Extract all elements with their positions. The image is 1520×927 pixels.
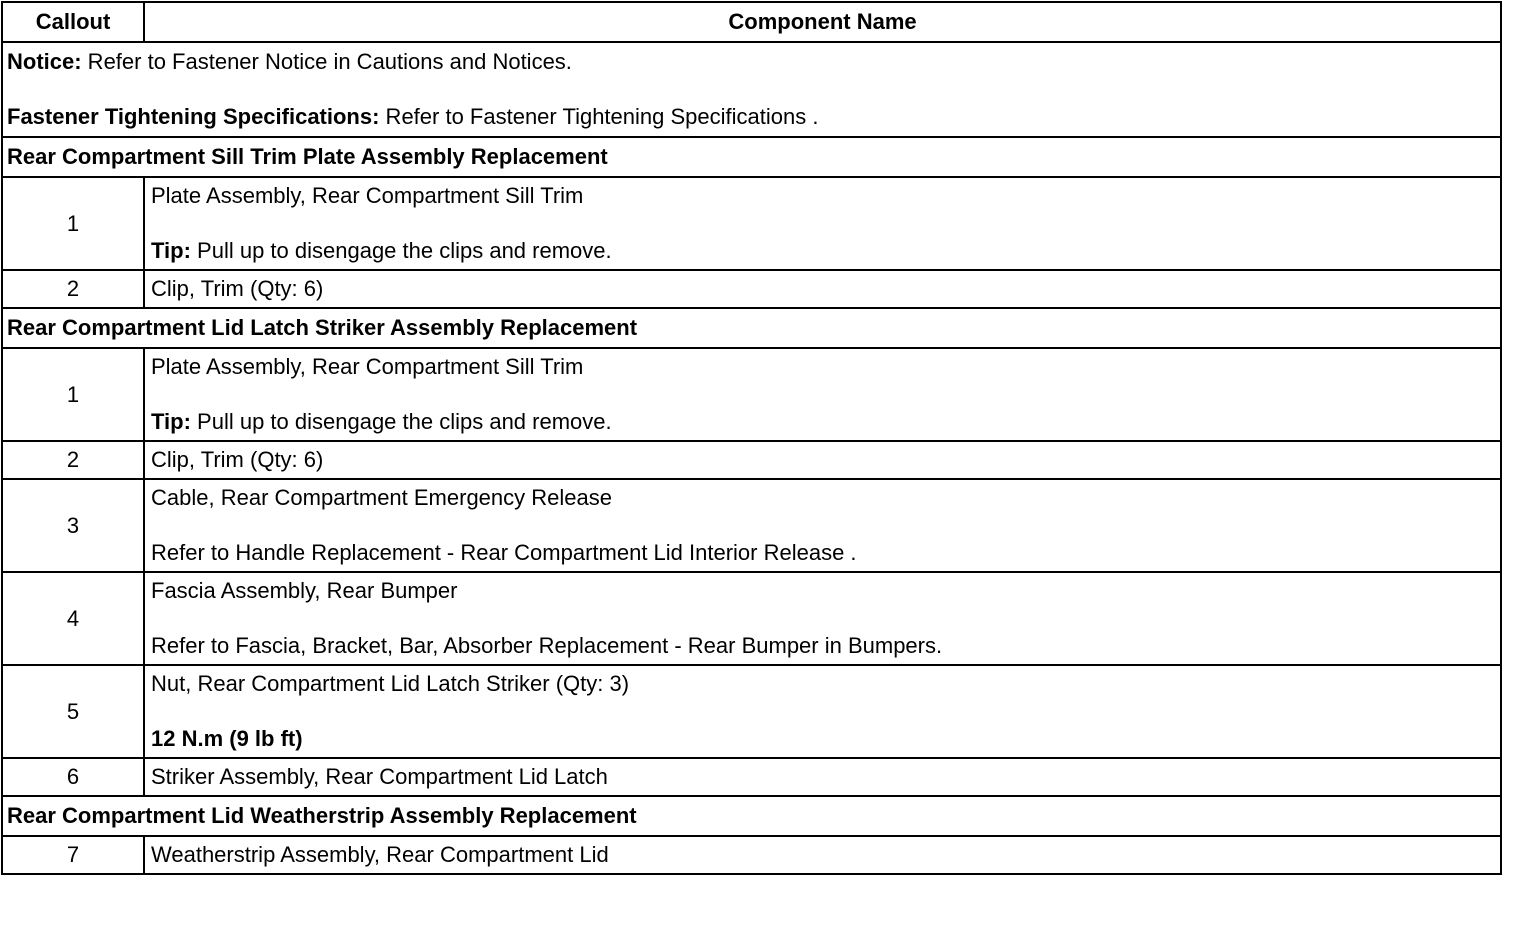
section-row (2, 137, 1501, 177)
table-row (2, 177, 1501, 270)
notice-cell (2, 42, 1501, 137)
callout-cell: 5 (2, 665, 144, 758)
component-note (151, 409, 1500, 435)
torque-value: 12 N.m (9 lb ft) (151, 726, 303, 751)
component-name: Striker Assembly, Rear Compartment Lid Latch (144, 758, 1501, 796)
table-row (2, 572, 1501, 665)
component-note (151, 633, 1500, 659)
spec-line (7, 104, 1500, 130)
component-cell (144, 177, 1501, 270)
component-name: Plate Assembly, Rear Compartment Sill Trim (151, 183, 584, 208)
callout-cell: 4 (2, 572, 144, 665)
callout-header: Callout (2, 2, 144, 42)
torque-spec (151, 726, 1500, 752)
note-text: Refer to Handle Replacement - Rear Compartment Lid Interior Release . (151, 540, 857, 565)
component-note (151, 540, 1500, 566)
table-row (2, 479, 1501, 572)
callout-cell: 2 (2, 270, 144, 308)
table-row (2, 270, 1501, 308)
component-name: Clip, Trim (Qty: 6) (144, 270, 1501, 308)
callout-cell: 7 (2, 836, 144, 874)
section-title: Rear Compartment Lid Latch Striker Assembly Replacement (2, 308, 1501, 348)
component-cell (144, 572, 1501, 665)
notice-text: Refer to Fastener Notice in Cautions and Notices. (81, 49, 572, 74)
component-name: Weatherstrip Assembly, Rear Compartment Lid (144, 836, 1501, 874)
component-name: Nut, Rear Compartment Lid Latch Striker (Qty: 3) (151, 671, 630, 696)
section-row (2, 308, 1501, 348)
section-title: Rear Compartment Lid Weatherstrip Assembly Replacement (2, 796, 1501, 836)
component-cell (144, 665, 1501, 758)
component-name-header: Component Name (144, 2, 1501, 42)
component-name: Cable, Rear Compartment Emergency Release (151, 485, 612, 510)
note-text: Refer to Fascia, Bracket, Bar, Absorber Replacement - Rear Bumper in Bumpers. (151, 633, 943, 658)
component-name: Fascia Assembly, Rear Bumper (151, 578, 458, 603)
note-label: Tip: (151, 409, 191, 434)
note-text: Pull up to disengage the clips and remove. (190, 238, 612, 263)
component-table (1, 1, 1502, 875)
component-name: Clip, Trim (Qty: 6) (144, 441, 1501, 479)
table-row (2, 836, 1501, 874)
note-label: Tip: (151, 238, 191, 263)
table-row (2, 665, 1501, 758)
section-row (2, 796, 1501, 836)
notice-label: Notice: (7, 49, 82, 74)
section-title: Rear Compartment Sill Trim Plate Assembly Replacement (2, 137, 1501, 177)
component-name: Plate Assembly, Rear Compartment Sill Trim (151, 354, 584, 379)
note-text: Pull up to disengage the clips and remove. (190, 409, 612, 434)
component-cell (144, 479, 1501, 572)
component-cell (144, 348, 1501, 441)
callout-cell: 1 (2, 348, 144, 441)
callout-cell: 3 (2, 479, 144, 572)
component-note (151, 238, 1500, 264)
callout-cell: 6 (2, 758, 144, 796)
spec-label: Fastener Tightening Specifications: (7, 104, 380, 129)
spec-text: Refer to Fastener Tightening Specifications . (379, 104, 819, 129)
notice-line (7, 49, 1500, 75)
header-row (2, 2, 1501, 42)
table-row (2, 348, 1501, 441)
callout-cell: 1 (2, 177, 144, 270)
notice-row (2, 42, 1501, 137)
table-row (2, 758, 1501, 796)
callout-cell: 2 (2, 441, 144, 479)
table-row (2, 441, 1501, 479)
